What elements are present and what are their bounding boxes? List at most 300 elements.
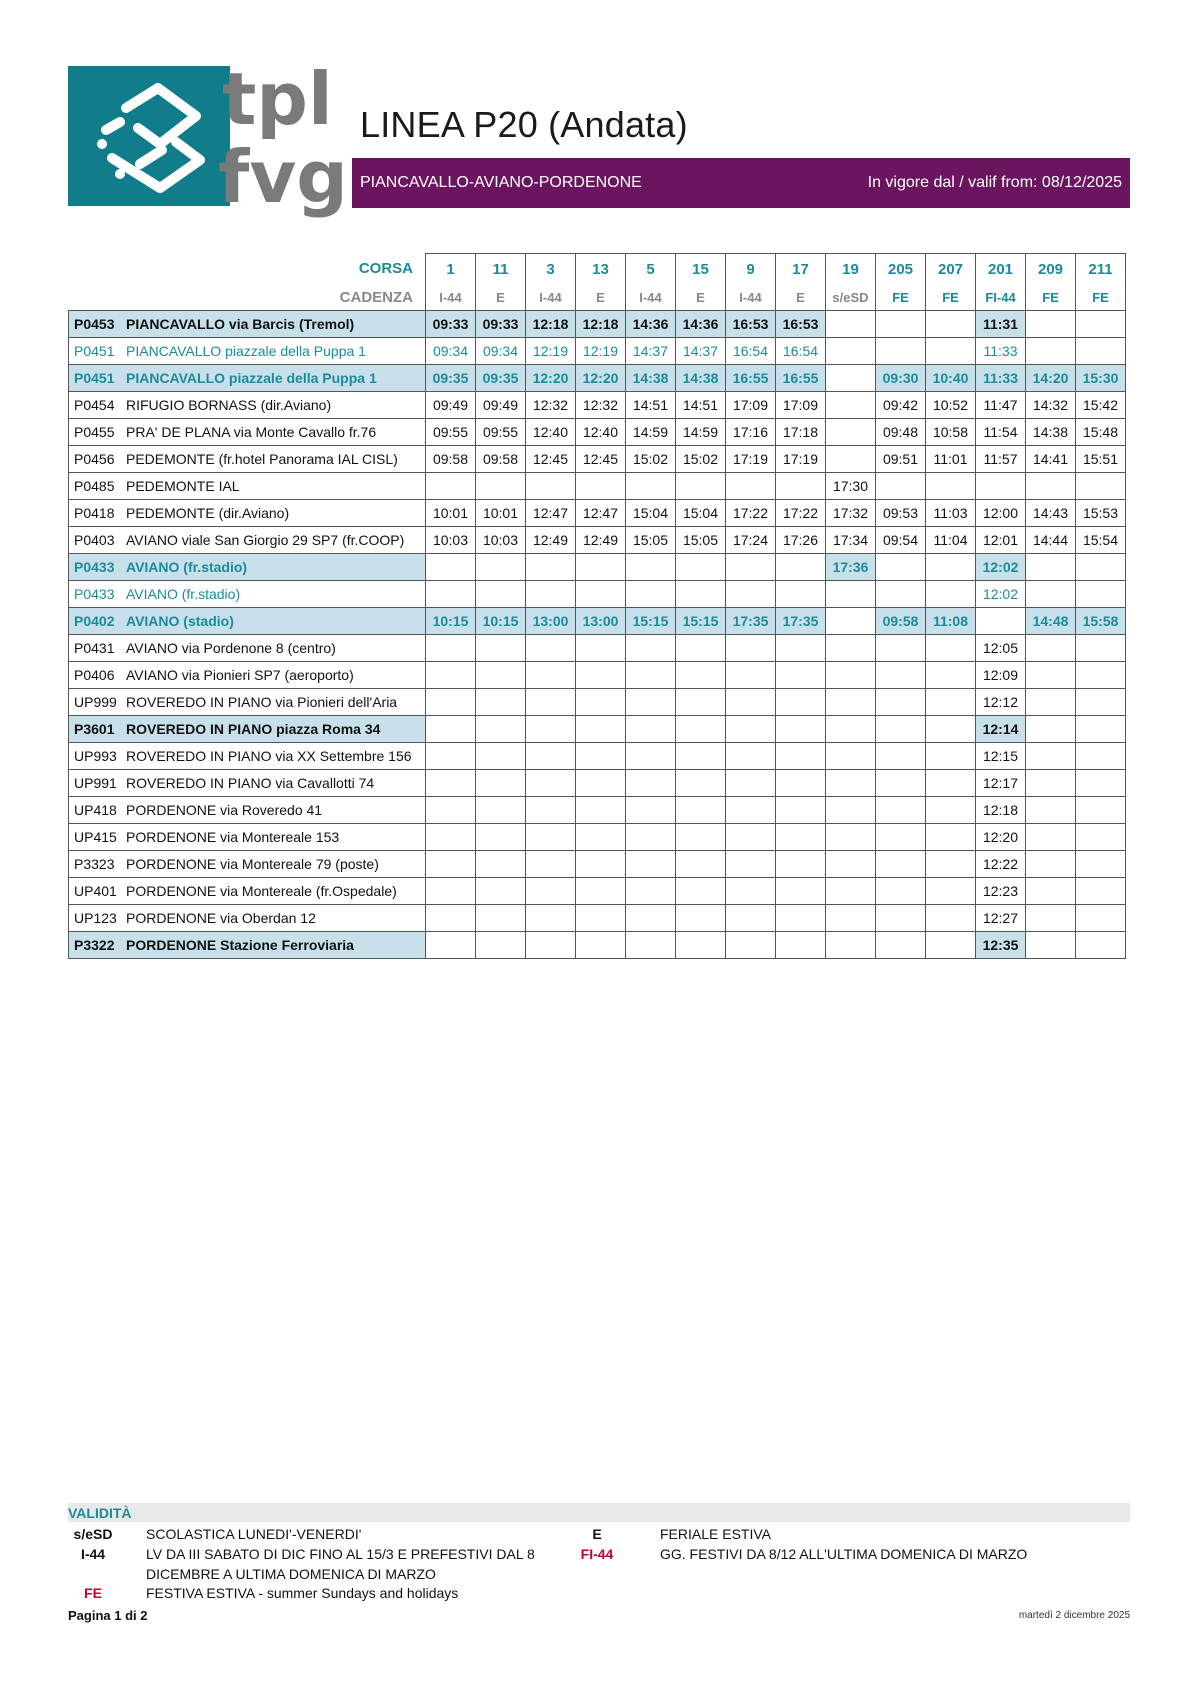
time-cell (876, 689, 926, 716)
time-cell (626, 581, 676, 608)
time-cell (476, 743, 526, 770)
time-cell (976, 473, 1026, 500)
time-cell: 12:49 (526, 527, 576, 554)
time-cell (576, 743, 626, 770)
time-cell (726, 689, 776, 716)
time-cell (476, 932, 526, 959)
time-cell: 14:38 (626, 365, 676, 392)
time-cell (526, 932, 576, 959)
time-cell (876, 743, 926, 770)
time-cell (576, 770, 626, 797)
cadenza-code: E (476, 284, 526, 311)
time-cell: 10:15 (476, 608, 526, 635)
time-cell: 12:22 (976, 851, 1026, 878)
time-cell (826, 608, 876, 635)
stop-code: P0453 (74, 316, 115, 332)
stop-name: PORDENONE via Montereale (fr.Ospedale) (126, 883, 397, 899)
stop-cell (69, 932, 426, 959)
time-cell (1026, 635, 1076, 662)
time-cell: 15:58 (1076, 608, 1126, 635)
stop-code: P0403 (74, 532, 115, 548)
time-cell (826, 851, 876, 878)
corsa-label: CORSA (358, 260, 413, 278)
time-cell (526, 797, 576, 824)
time-cell: 17:19 (776, 446, 826, 473)
time-cell: 15:04 (676, 500, 726, 527)
time-cell: 12:09 (976, 662, 1026, 689)
time-cell (1076, 311, 1126, 338)
time-cell: 17:32 (826, 500, 876, 527)
time-cell: 15:15 (676, 608, 726, 635)
time-cell (1076, 932, 1126, 959)
stop-name: ROVEREDO IN PIANO piazza Roma 34 (126, 721, 381, 737)
time-cell: 10:01 (426, 500, 476, 527)
table-row (69, 824, 1126, 851)
time-cell (726, 797, 776, 824)
stop-cell (69, 527, 426, 554)
stop-cell (69, 797, 426, 824)
time-cell (1076, 797, 1126, 824)
stop-cell (69, 824, 426, 851)
time-cell: 16:53 (776, 311, 826, 338)
page-number: Pagina 1 di 2 (68, 1608, 148, 1623)
time-cell (926, 689, 976, 716)
legend-right (572, 1526, 1132, 1570)
time-cell: 15:53 (1076, 500, 1126, 527)
time-cell: 12:40 (576, 419, 626, 446)
time-cell: 11:31 (976, 311, 1026, 338)
time-cell (426, 797, 476, 824)
table-row (69, 554, 1126, 581)
corsa-number: 201 (976, 254, 1026, 285)
time-cell (576, 554, 626, 581)
time-cell (576, 851, 626, 878)
time-cell: 12:47 (576, 500, 626, 527)
time-cell (1026, 311, 1076, 338)
time-cell (826, 797, 876, 824)
stop-name: AVIANO (fr.stadio) (126, 559, 248, 575)
time-cell (826, 824, 876, 851)
time-cell (1026, 905, 1076, 932)
time-cell (876, 581, 926, 608)
time-cell (926, 878, 976, 905)
time-cell (626, 797, 676, 824)
time-cell: 09:49 (476, 392, 526, 419)
time-cell (876, 311, 926, 338)
time-cell (426, 473, 476, 500)
corsa-number: 3 (526, 254, 576, 285)
stop-code: P0455 (74, 424, 115, 440)
time-cell (526, 689, 576, 716)
time-cell: 09:48 (876, 419, 926, 446)
time-cell (576, 635, 626, 662)
time-cell (826, 446, 876, 473)
time-cell: 11:01 (926, 446, 976, 473)
time-cell (626, 770, 676, 797)
time-cell: 09:30 (876, 365, 926, 392)
time-cell: 12:49 (576, 527, 626, 554)
time-cell: 09:55 (426, 419, 476, 446)
time-cell (676, 878, 726, 905)
time-cell (926, 797, 976, 824)
time-cell: 09:34 (426, 338, 476, 365)
time-cell (676, 851, 726, 878)
stop-cell (69, 554, 426, 581)
time-cell (676, 743, 726, 770)
route-bar (352, 158, 1130, 208)
stop-name: ROVEREDO IN PIANO via Cavallotti 74 (126, 775, 375, 791)
time-cell (626, 473, 676, 500)
time-cell (526, 635, 576, 662)
table-row (69, 581, 1126, 608)
time-cell (776, 581, 826, 608)
time-cell: 10:03 (476, 527, 526, 554)
time-cell (1076, 338, 1126, 365)
stop-name: ROVEREDO IN PIANO via XX Settembre 156 (126, 748, 412, 764)
time-cell (726, 851, 776, 878)
table-row (69, 500, 1126, 527)
corsa-number: 17 (776, 254, 826, 285)
stop-code: P0418 (74, 505, 115, 521)
time-cell (876, 635, 926, 662)
time-cell: 14:51 (626, 392, 676, 419)
stop-name: PIANCAVALLO piazzale della Puppa 1 (126, 370, 377, 386)
time-cell (626, 824, 676, 851)
time-cell (626, 905, 676, 932)
time-cell (626, 554, 676, 581)
time-cell (426, 851, 476, 878)
time-cell (1026, 338, 1076, 365)
time-cell: 11:33 (976, 365, 1026, 392)
time-cell (676, 932, 726, 959)
time-cell: 14:59 (626, 419, 676, 446)
time-cell (576, 581, 626, 608)
time-cell (1026, 851, 1076, 878)
time-cell (576, 689, 626, 716)
time-cell (726, 770, 776, 797)
stop-cell (69, 770, 426, 797)
table-row (69, 473, 1126, 500)
time-cell (826, 662, 876, 689)
stop-name: PIANCAVALLO via Barcis (Tremol) (126, 316, 355, 332)
time-cell (926, 338, 976, 365)
time-cell: 15:42 (1076, 392, 1126, 419)
table-row (69, 878, 1126, 905)
stop-name: PEDEMONTE IAL (126, 478, 240, 494)
time-cell (1076, 905, 1126, 932)
time-cell: 12:15 (976, 743, 1026, 770)
stop-code: P0451 (74, 343, 115, 359)
time-cell (826, 581, 876, 608)
table-row (69, 662, 1126, 689)
time-cell (1026, 932, 1076, 959)
time-cell (776, 770, 826, 797)
time-cell (1076, 716, 1126, 743)
corsa-number: 207 (926, 254, 976, 285)
time-cell: 09:35 (476, 365, 526, 392)
time-cell (676, 770, 726, 797)
time-cell: 11:03 (926, 500, 976, 527)
stop-cell (69, 338, 426, 365)
time-cell (676, 905, 726, 932)
stop-name: PORDENONE Stazione Ferroviaria (126, 937, 354, 953)
time-cell (926, 824, 976, 851)
time-cell (826, 392, 876, 419)
stop-code: UP418 (74, 802, 117, 818)
time-cell (1076, 689, 1126, 716)
validity-date: In vigore dal / valif from: 08/12/2025 (867, 174, 1122, 191)
time-cell (826, 635, 876, 662)
stop-cell (69, 473, 426, 500)
time-cell (876, 824, 926, 851)
time-cell (576, 878, 626, 905)
page-title: LINEA P20 (Andata) (360, 104, 688, 145)
time-cell: 14:37 (626, 338, 676, 365)
cadenza-code: E (676, 284, 726, 311)
time-cell (926, 770, 976, 797)
time-cell (576, 824, 626, 851)
time-cell (1026, 716, 1076, 743)
time-cell: 12:20 (976, 824, 1026, 851)
legend-key: E (592, 1526, 602, 1542)
time-cell (626, 932, 676, 959)
time-cell: 09:58 (476, 446, 526, 473)
table-row (69, 365, 1126, 392)
time-cell: 17:18 (776, 419, 826, 446)
stop-cell (69, 716, 426, 743)
time-cell: 12:19 (576, 338, 626, 365)
time-cell (626, 851, 676, 878)
time-cell (876, 878, 926, 905)
time-cell: 12:18 (526, 311, 576, 338)
time-cell (576, 905, 626, 932)
time-cell (576, 716, 626, 743)
time-cell: 12:17 (976, 770, 1026, 797)
time-cell (826, 365, 876, 392)
time-cell (926, 662, 976, 689)
table-row (69, 338, 1126, 365)
cadenza-code: I-44 (626, 284, 676, 311)
time-cell: 12:27 (976, 905, 1026, 932)
time-cell: 11:57 (976, 446, 1026, 473)
time-cell: 11:04 (926, 527, 976, 554)
stop-cell (69, 905, 426, 932)
time-cell: 09:53 (876, 500, 926, 527)
legend-header (68, 1503, 1130, 1522)
time-cell (576, 662, 626, 689)
time-cell: 12:02 (976, 581, 1026, 608)
stop-name: PORDENONE via Oberdan 12 (126, 910, 316, 926)
time-cell: 12:20 (576, 365, 626, 392)
time-cell (426, 635, 476, 662)
time-cell (476, 662, 526, 689)
time-cell (1076, 743, 1126, 770)
time-cell: 16:54 (726, 338, 776, 365)
table-row (69, 446, 1126, 473)
time-cell: 09:54 (876, 527, 926, 554)
time-cell (776, 851, 826, 878)
time-cell (1026, 770, 1076, 797)
cadenza-code: FI-44 (976, 284, 1026, 311)
time-cell: 12:45 (526, 446, 576, 473)
time-cell (676, 554, 726, 581)
stop-cell (69, 581, 426, 608)
time-cell (776, 743, 826, 770)
stop-code: P0433 (74, 559, 115, 575)
time-cell: 14:37 (676, 338, 726, 365)
time-cell (626, 878, 676, 905)
legend-text: LV DA III SABATO DI DIC FINO AL 15/3 E PREFESTIVI DAL 8 (146, 1546, 535, 1562)
time-cell (826, 338, 876, 365)
time-cell (476, 689, 526, 716)
time-cell (676, 797, 726, 824)
logo-text-top: tpl (222, 66, 333, 141)
time-cell (426, 824, 476, 851)
time-cell (776, 878, 826, 905)
cadenza-code: E (576, 284, 626, 311)
time-cell (476, 905, 526, 932)
legend-key: FE (84, 1585, 102, 1601)
time-cell (776, 689, 826, 716)
time-cell (426, 905, 476, 932)
cadenza-code: I-44 (526, 284, 576, 311)
stop-code: P3322 (74, 937, 115, 953)
corsa-number: 15 (676, 254, 726, 285)
corsa-number: 13 (576, 254, 626, 285)
time-cell (726, 662, 776, 689)
stop-cell (69, 851, 426, 878)
stop-code: UP401 (74, 883, 117, 899)
time-cell (926, 473, 976, 500)
stop-code: P0454 (74, 397, 115, 413)
stop-name: RIFUGIO BORNASS (dir.Aviano) (126, 397, 332, 413)
time-cell: 14:38 (1026, 419, 1076, 446)
time-cell: 12:05 (976, 635, 1026, 662)
time-cell (876, 797, 926, 824)
time-cell: 15:02 (676, 446, 726, 473)
table-row (69, 311, 1126, 338)
time-cell (726, 743, 776, 770)
time-cell: 12:00 (976, 500, 1026, 527)
time-cell: 11:08 (926, 608, 976, 635)
time-cell (1076, 851, 1126, 878)
stop-name: AVIANO (stadio) (126, 613, 234, 629)
time-cell (526, 824, 576, 851)
time-cell: 17:22 (776, 500, 826, 527)
time-cell (876, 554, 926, 581)
legend-text-cont: DICEMBRE A ULTIMA DOMENICA DI MARZO (146, 1566, 436, 1582)
table-row (69, 797, 1126, 824)
cadenza-code: FE (1076, 284, 1126, 311)
stop-code: P3323 (74, 856, 115, 872)
time-cell (1076, 554, 1126, 581)
stop-name: AVIANO viale San Giorgio 29 SP7 (fr.COOP) (126, 532, 405, 548)
time-cell (1026, 473, 1076, 500)
time-cell: 12:35 (976, 932, 1026, 959)
time-cell (526, 662, 576, 689)
stop-name: AVIANO via Pordenone 8 (centro) (126, 640, 336, 656)
time-cell (626, 716, 676, 743)
time-cell: 17:22 (726, 500, 776, 527)
table-row (69, 905, 1126, 932)
time-cell (1026, 743, 1076, 770)
time-cell (826, 905, 876, 932)
stop-name: AVIANO via Pionieri SP7 (aeroporto) (126, 667, 354, 683)
time-cell (1076, 878, 1126, 905)
time-cell (1026, 797, 1076, 824)
time-cell: 14:51 (676, 392, 726, 419)
time-cell (526, 716, 576, 743)
time-cell (426, 743, 476, 770)
time-cell: 15:51 (1076, 446, 1126, 473)
time-cell (926, 716, 976, 743)
time-cell (1076, 581, 1126, 608)
time-cell: 14:44 (1026, 527, 1076, 554)
cadenza-code: FE (876, 284, 926, 311)
legend-left (68, 1526, 568, 1606)
time-cell (926, 554, 976, 581)
time-cell: 14:32 (1026, 392, 1076, 419)
corsa-number: 211 (1076, 254, 1126, 285)
time-cell: 12:19 (526, 338, 576, 365)
time-cell: 12:45 (576, 446, 626, 473)
time-cell (626, 743, 676, 770)
time-cell (926, 635, 976, 662)
time-cell (826, 770, 876, 797)
stop-name: ROVEREDO IN PIANO via Pionieri dell'Aria (126, 694, 398, 710)
time-cell: 17:36 (826, 554, 876, 581)
table-row (69, 932, 1126, 959)
time-cell (876, 716, 926, 743)
time-cell: 17:26 (776, 527, 826, 554)
timetable (68, 253, 1126, 959)
stop-name: PORDENONE via Montereale 79 (poste) (126, 856, 379, 872)
time-cell: 15:54 (1076, 527, 1126, 554)
time-cell (1026, 554, 1076, 581)
time-cell: 09:33 (426, 311, 476, 338)
time-cell (726, 554, 776, 581)
stop-code: P0433 (74, 586, 115, 602)
time-cell (426, 770, 476, 797)
time-cell (426, 878, 476, 905)
time-cell: 14:20 (1026, 365, 1076, 392)
cadenza-code: FE (926, 284, 976, 311)
time-cell (476, 554, 526, 581)
time-cell (1076, 662, 1126, 689)
time-cell (726, 716, 776, 743)
corsa-number: 205 (876, 254, 926, 285)
time-cell: 09:51 (876, 446, 926, 473)
time-cell: 11:54 (976, 419, 1026, 446)
table-row (69, 689, 1126, 716)
legend-key: I-44 (80, 1546, 106, 1562)
time-cell: 17:24 (726, 527, 776, 554)
time-cell (876, 338, 926, 365)
cadenza-label: CADENZA (339, 288, 413, 306)
time-cell (676, 635, 726, 662)
time-cell (876, 473, 926, 500)
time-cell (676, 473, 726, 500)
time-cell (876, 932, 926, 959)
table-row (69, 608, 1126, 635)
stop-name: PORDENONE via Roveredo 41 (126, 802, 323, 818)
time-cell (926, 743, 976, 770)
time-cell (726, 581, 776, 608)
time-cell (776, 824, 826, 851)
time-cell (676, 824, 726, 851)
time-cell (1026, 689, 1076, 716)
stop-cell (69, 419, 426, 446)
